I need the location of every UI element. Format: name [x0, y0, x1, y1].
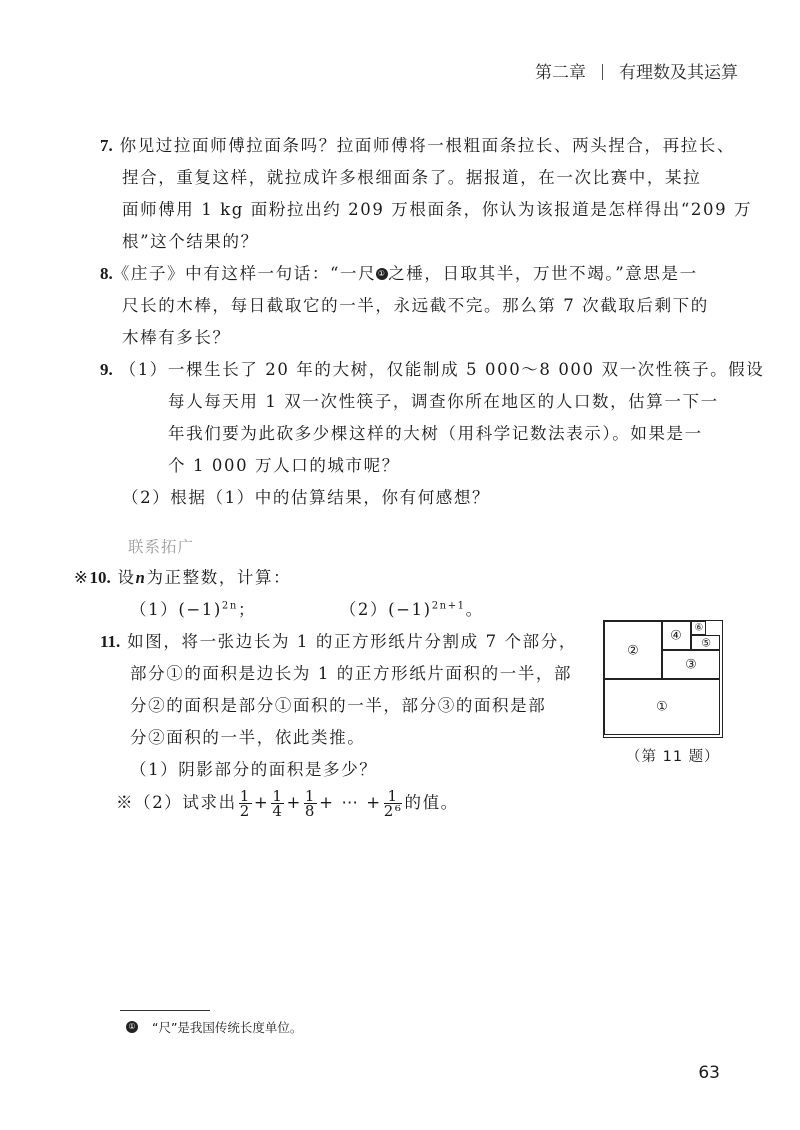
circled-2b: ②	[148, 728, 167, 747]
q11-part1: （1）阴影部分的面积是多少？	[130, 760, 378, 779]
plus-2: +	[286, 793, 302, 812]
q11-text-3	[130, 695, 546, 717]
square-division-figure	[603, 620, 723, 738]
page-number: 63	[698, 1063, 720, 1083]
q9-line-1	[100, 359, 764, 381]
q10-part1-expr: (−1)	[178, 600, 222, 619]
q10-text-b: 为正整数，计算：	[146, 568, 292, 587]
label-5: ⑤	[701, 636, 711, 650]
q10-parts: $(1)(-1)^{2n}$； $(2)(-1)^{2n+1}$。	[130, 600, 484, 619]
q11-text-2	[130, 663, 572, 685]
header-divider	[602, 64, 603, 80]
q10-part2-end: 。	[465, 600, 484, 619]
circled-1b: ①	[274, 696, 293, 715]
footnote	[126, 1018, 302, 1036]
q10-number: 10.	[89, 568, 111, 587]
fraction-1-2: $\frac{1}{2}$	[239, 787, 251, 820]
circled-3: ③	[437, 696, 456, 715]
running-header	[535, 58, 738, 83]
circled-2: ②	[148, 696, 167, 715]
q9-part1-text-3: 年我们要为此砍多少棵这样的大树（用科学记数法表示）。如果是一	[168, 424, 703, 443]
q8-text-2: 尺长的木棒，每日截取它的一半，永远截不完。那么第 7 次截取后剩下的	[122, 296, 709, 315]
label-2: ②	[627, 643, 639, 659]
q9-part1-text-1: 一棵生长了 20 年的大树，仅能制成 5 000～8 000 双一次性筷子。假设	[167, 360, 765, 379]
q9-part1-text-2: 每人每天用 1 双一次性筷子，调查你所在地区的人口数，估算一下一	[168, 392, 719, 411]
q7-text-3: 面师傅用 1 kg 面粉拉出约 209 万根面条，你认为该报道是怎样得出“209 万	[122, 200, 753, 219]
q10-star-mark: ※	[74, 568, 90, 587]
chapter-title: 有理数及其运算	[619, 63, 738, 83]
footnote-text: “尺”是我国传统长度单位。	[151, 1020, 303, 1035]
footnote-marker-icon: ①	[126, 1021, 138, 1033]
q9-part1-text-4: 个 1 000 万人口的城市呢？	[168, 456, 400, 475]
circled-1: ①	[166, 664, 185, 683]
q7-text-4: 根”这个结果的？	[122, 232, 259, 251]
fraction-1-4: $\frac{1}{4}$	[272, 787, 284, 820]
q10-part2-exp: 2n+1	[431, 600, 466, 612]
q11-t3d: 的面积是部	[455, 696, 547, 715]
q11-t4b: 面积的一半，依此类推。	[166, 728, 366, 747]
label-3: ③	[685, 657, 697, 673]
q11-part2-label: （2）试求出	[134, 793, 237, 812]
q11-t3b: 的面积是部分	[166, 696, 275, 715]
plus-1: +	[253, 793, 270, 812]
q11-star-mark: ※	[116, 793, 135, 812]
q10-part2-label: （2）	[339, 600, 389, 619]
q11-t2b: 的面积是边长为 1 的正方形纸片面积的一半，部	[184, 664, 573, 683]
q11-t4a: 分	[130, 728, 149, 747]
q11-t3c: 面积的一半，部分	[292, 696, 438, 715]
ellipsis: + ⋯ +	[319, 793, 382, 812]
q10-part1-exp: 2n	[221, 600, 238, 612]
chapter-label: 第二章	[535, 63, 586, 83]
footnote-ref-icon: ①	[377, 269, 387, 278]
fraction-1-8: $\frac{1}{8}$	[304, 787, 317, 820]
section-heading: 联系拓广	[128, 538, 195, 556]
figure-caption: （第 11 题）	[626, 749, 720, 765]
q11-line-1	[100, 631, 577, 653]
q9-part1-label: （1）	[119, 360, 168, 379]
q10-text-a: 设	[117, 568, 136, 587]
q11-text-4	[130, 727, 365, 749]
q7-text-1: 你见过拉面师傅拉面条吗？拉面师傅将一根粗面条拉长、两头捏合，再拉长、	[119, 136, 736, 155]
q7-number: 7.	[100, 136, 113, 155]
label-1: ①	[656, 699, 668, 715]
q11-number: 11.	[100, 632, 121, 651]
q7-text-2: 捏合，重复这样，就拉成许多根细面条了。据报道，在一次比赛中，某拉	[122, 168, 702, 187]
footnote-rule	[120, 1010, 210, 1011]
q11-t2a: 部分	[130, 664, 167, 683]
q8-number: 8.	[100, 264, 113, 283]
q9-part2: （2）根据（1）中的估算结果，你有何感想？	[122, 488, 491, 507]
q10-part2-expr: (−1)	[388, 600, 432, 619]
q8-text-1a: 《庄子》中有这样一句话：“一尺	[112, 264, 377, 283]
q11-t3a: 分	[130, 696, 149, 715]
q10-line-1	[74, 567, 291, 589]
fraction-1-2-6: $\frac{1}{\text{2⁶}}$	[383, 787, 403, 820]
q8-line-1	[100, 263, 698, 285]
label-6: ⑥	[694, 622, 704, 634]
q11-part2-end: 的值。	[404, 793, 459, 812]
q7-line-1	[100, 135, 735, 157]
q11-text-1: 如图，将一张边长为 1 的正方形纸片分割成 7 个部分，	[127, 632, 577, 651]
q9-number: 9.	[100, 360, 113, 379]
q8-text-3: 木棒有多长？	[122, 328, 231, 347]
q10-part1-label: （1）	[130, 600, 179, 619]
q11-part2	[116, 786, 459, 820]
q10-variable: n	[135, 568, 147, 587]
label-4: ④	[670, 628, 682, 644]
q8-text-1b: 之棰，日取其半，万世不竭。”意思是一	[388, 264, 698, 283]
